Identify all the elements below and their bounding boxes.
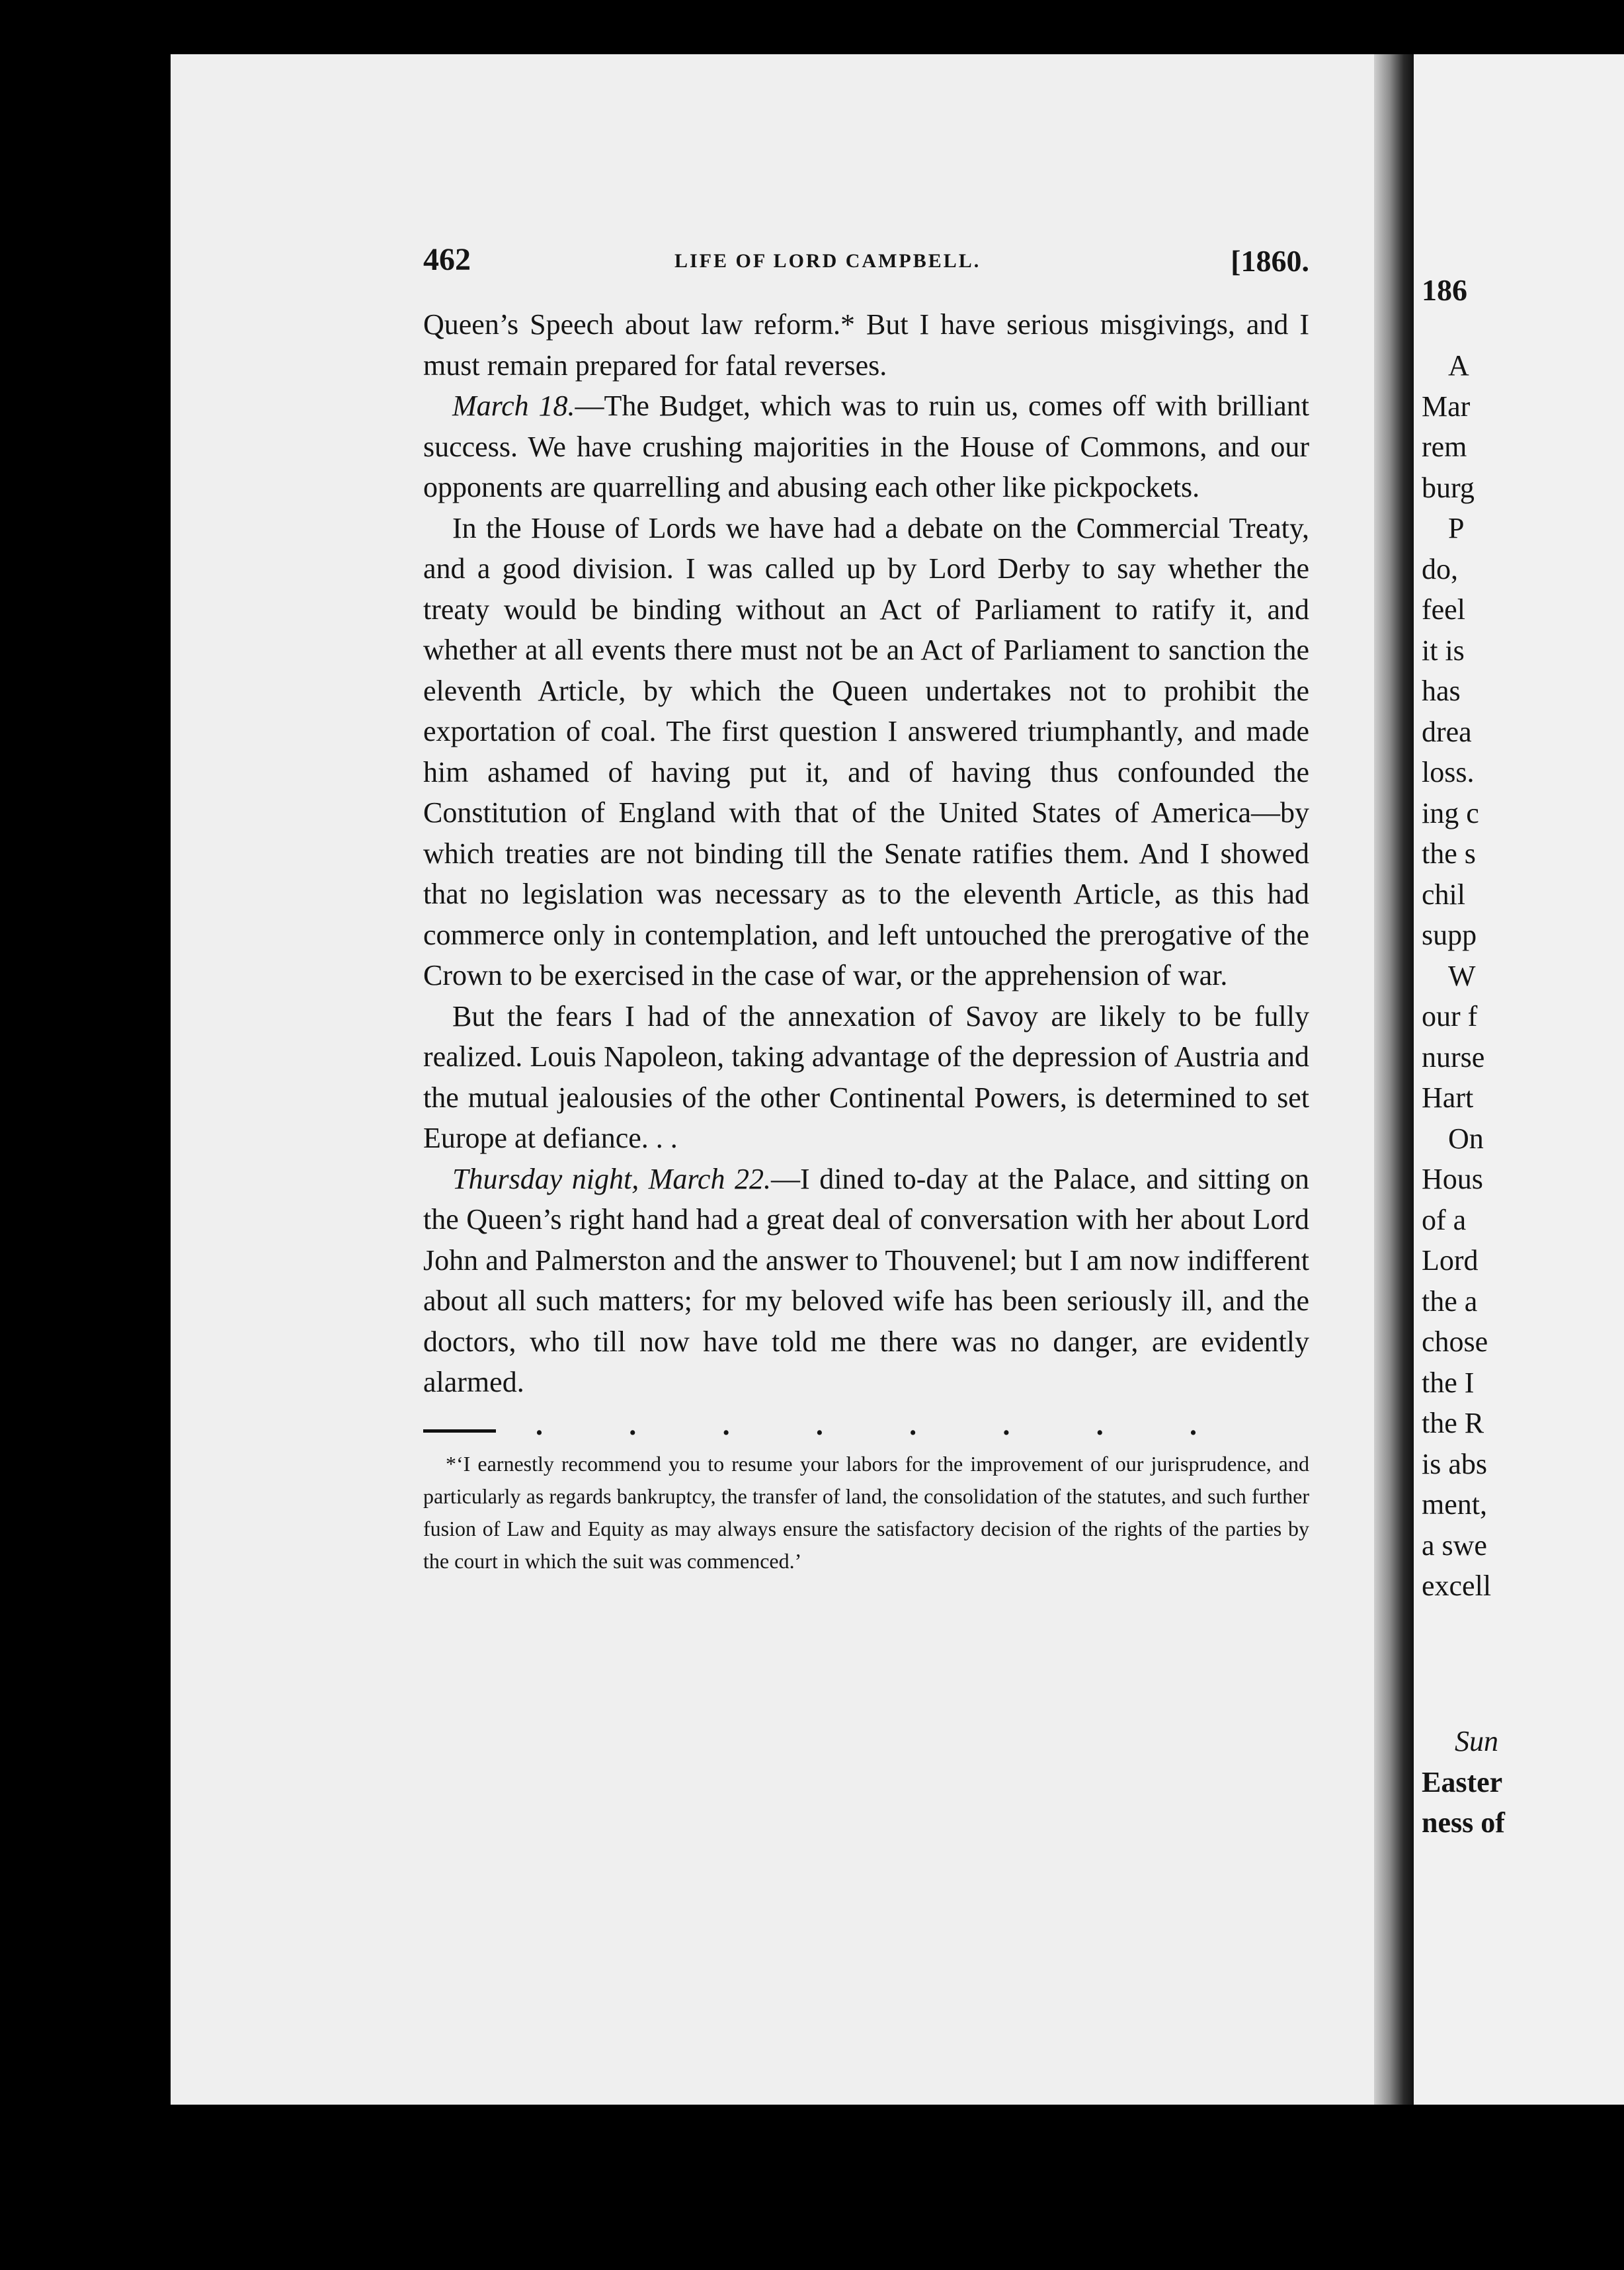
body-text	[423, 304, 1309, 1403]
paragraph-5	[423, 1159, 1309, 1403]
dot-row	[536, 1408, 1197, 1442]
dot: .	[722, 1408, 730, 1441]
dot: .	[1002, 1408, 1010, 1441]
facing-line: Mar	[1422, 390, 1471, 423]
running-year: [1860.	[1231, 244, 1309, 278]
dot: .	[536, 1408, 543, 1441]
facing-line: Hous	[1422, 1163, 1483, 1195]
facing-line: P	[1448, 512, 1465, 544]
facing-line: nurse	[1422, 1040, 1485, 1073]
running-head	[423, 231, 1309, 304]
facing-line: W	[1448, 959, 1476, 992]
running-title: LIFE OF LORD CAMPBELL.	[674, 250, 981, 272]
page-number: 462	[423, 242, 471, 277]
facing-line: our f	[1422, 1000, 1478, 1032]
facing-line: Lord	[1422, 1244, 1479, 1277]
facing-line: excell	[1422, 1570, 1492, 1602]
facing-page-lines	[1422, 345, 1574, 1607]
paragraph-1: Queen’s Speech about law reform.* But I have serious misgivings, and I must remain prepared for fatal reverses.	[423, 308, 1309, 382]
dot: .	[1096, 1408, 1104, 1441]
facing-line: supp	[1422, 919, 1477, 951]
facing-line: the s	[1422, 837, 1476, 870]
facing-line: chose	[1422, 1325, 1488, 1358]
facing-line: the a	[1422, 1284, 1478, 1318]
facing-line: is abs	[1422, 1447, 1487, 1480]
scan-frame	[171, 54, 1624, 2105]
ellipsis-separator	[423, 1408, 1309, 1448]
page-content	[423, 231, 1309, 1577]
book-gutter	[1374, 54, 1414, 2105]
paragraph-3: In the House of Lords we have had a debate on the Commercial Treaty, and a good division. I was called up by Lord Derby to say whether the treaty would be binding without an Act of Parliament to ratify it, and whether at all events there must not be an Act of Parliament to sanction the eleventh Article, by which the Queen undertakes not to prohibit the exportation of coal. The first question I answered triumphantly, and made him ashamed of having put it, and of having thus confounded the Constitution of England with that of the United States of America—by which treaties are not binding till the Senate ratifies them. And I showed that no legislation was necessary as to the eleventh Article, as this had commerce only in contemplation, and left untouched the prerogative of the Crown to be exercised in the case of war, or the apprehension of war.	[423, 511, 1309, 991]
facing-line: rem	[1422, 431, 1467, 463]
facing-line: On	[1448, 1122, 1484, 1155]
dot: .	[909, 1408, 917, 1441]
facing-line: ness of	[1422, 1806, 1505, 1839]
facing-line: Hart	[1422, 1081, 1474, 1114]
facing-line: a swe	[1422, 1529, 1487, 1562]
facing-line: has	[1422, 675, 1461, 707]
facing-line: the R	[1422, 1407, 1484, 1439]
facing-line: loss.	[1422, 756, 1475, 788]
facing-line: drea	[1422, 715, 1472, 748]
dot: .	[815, 1408, 823, 1441]
facing-page	[1414, 54, 1624, 2105]
facing-line: of a	[1422, 1203, 1467, 1236]
footnote-rule	[423, 1429, 496, 1433]
date-march-18: March 18.	[452, 390, 575, 422]
footnote-text: *‘I earnestly recommend you to resume your labors for the improvement of our jurisprudence, and particularly as regards bankruptcy, the transfer of land, the consolidation of the statutes, and such further fusion of Law and Equity as may always ensure the satisfactory decision of the rights of the parties by the court in which the suit was commenced.’	[423, 1451, 1309, 1573]
facing-line: feel	[1422, 593, 1465, 626]
footnote	[423, 1448, 1309, 1577]
paragraph-2	[423, 386, 1309, 508]
dot: .	[629, 1408, 637, 1441]
facing-line: burg	[1422, 471, 1475, 504]
facing-line: ing c	[1422, 796, 1479, 829]
date-march-22: Thursday night, March 22.	[452, 1162, 771, 1195]
facing-line: the I	[1422, 1366, 1475, 1399]
facing-line: Sun	[1455, 1725, 1498, 1757]
facing-line: do,	[1422, 552, 1458, 585]
paragraph-4: But the fears I had of the annexation of Savoy are likely to be fully realized. Louis Napoleon, taking advantage of the depression of Austria and the mutual jealousies of the other Continental Powers, is determined to set Europe at defiance. . .	[423, 999, 1309, 1154]
facing-line: A	[1448, 349, 1469, 382]
dot: .	[1189, 1408, 1197, 1441]
paragraph-2-text: —The Budget, which was to ruin us, comes off with brilliant success. We have crushing majorities in the House of Commons, and our opponents are quarrelling and abusing each other like pickpockets.	[423, 390, 1310, 503]
paragraph-5-text: —I dined to-day at the Palace, and sitting on the Queen’s right hand had a great deal of conversation with her about Lord John and Palmerston and the answer to Thouvenel; but I am now indifferent about all such matters; for my beloved wife has been seriously ill, and the doctors, who till now have told me there was no danger, are evidently alarmed.	[423, 1162, 1310, 1398]
facing-page-head: 186	[1422, 273, 1467, 307]
facing-line: Easter	[1422, 1765, 1503, 1798]
facing-page-lines-lower	[1422, 1721, 1505, 1843]
left-page	[171, 54, 1374, 2105]
facing-line: ment,	[1422, 1488, 1487, 1521]
facing-line: it is	[1422, 634, 1465, 667]
facing-line: chil	[1422, 878, 1465, 911]
